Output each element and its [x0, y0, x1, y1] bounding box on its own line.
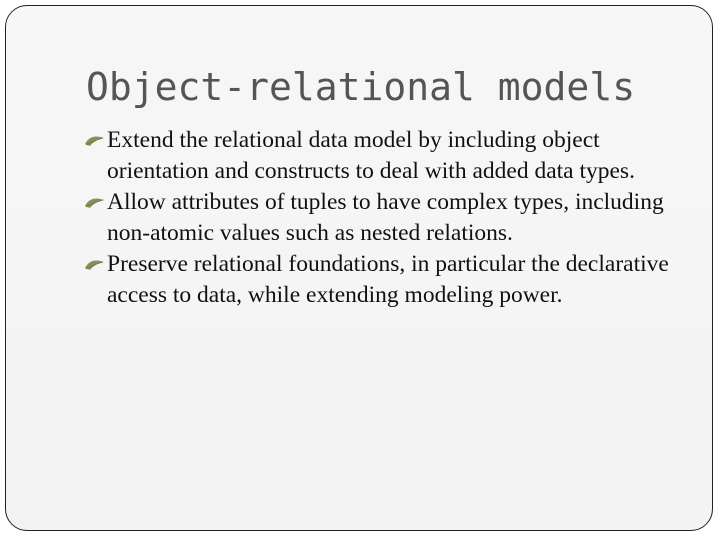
bullet-item — [84, 249, 704, 311]
leaf-bullet-icon — [84, 134, 106, 148]
slide-title: Object-relational models — [86, 65, 636, 109]
bullet-item — [84, 125, 704, 187]
bullet-list — [84, 125, 704, 311]
leaf-bullet-icon — [84, 258, 106, 272]
leaf-bullet-icon — [84, 196, 106, 210]
slide-frame — [5, 5, 713, 531]
bullet-text: Preserve relational foundations, in particular the declarative access to data, while extending modeling power. — [107, 251, 669, 308]
bullet-text: Allow attributes of tuples to have complex types, including non-atomic values such as nested relations. — [107, 189, 664, 246]
bullet-text: Extend the relational data model by including object orientation and constructs to deal with added data types. — [107, 127, 635, 184]
bullet-item — [84, 187, 704, 249]
